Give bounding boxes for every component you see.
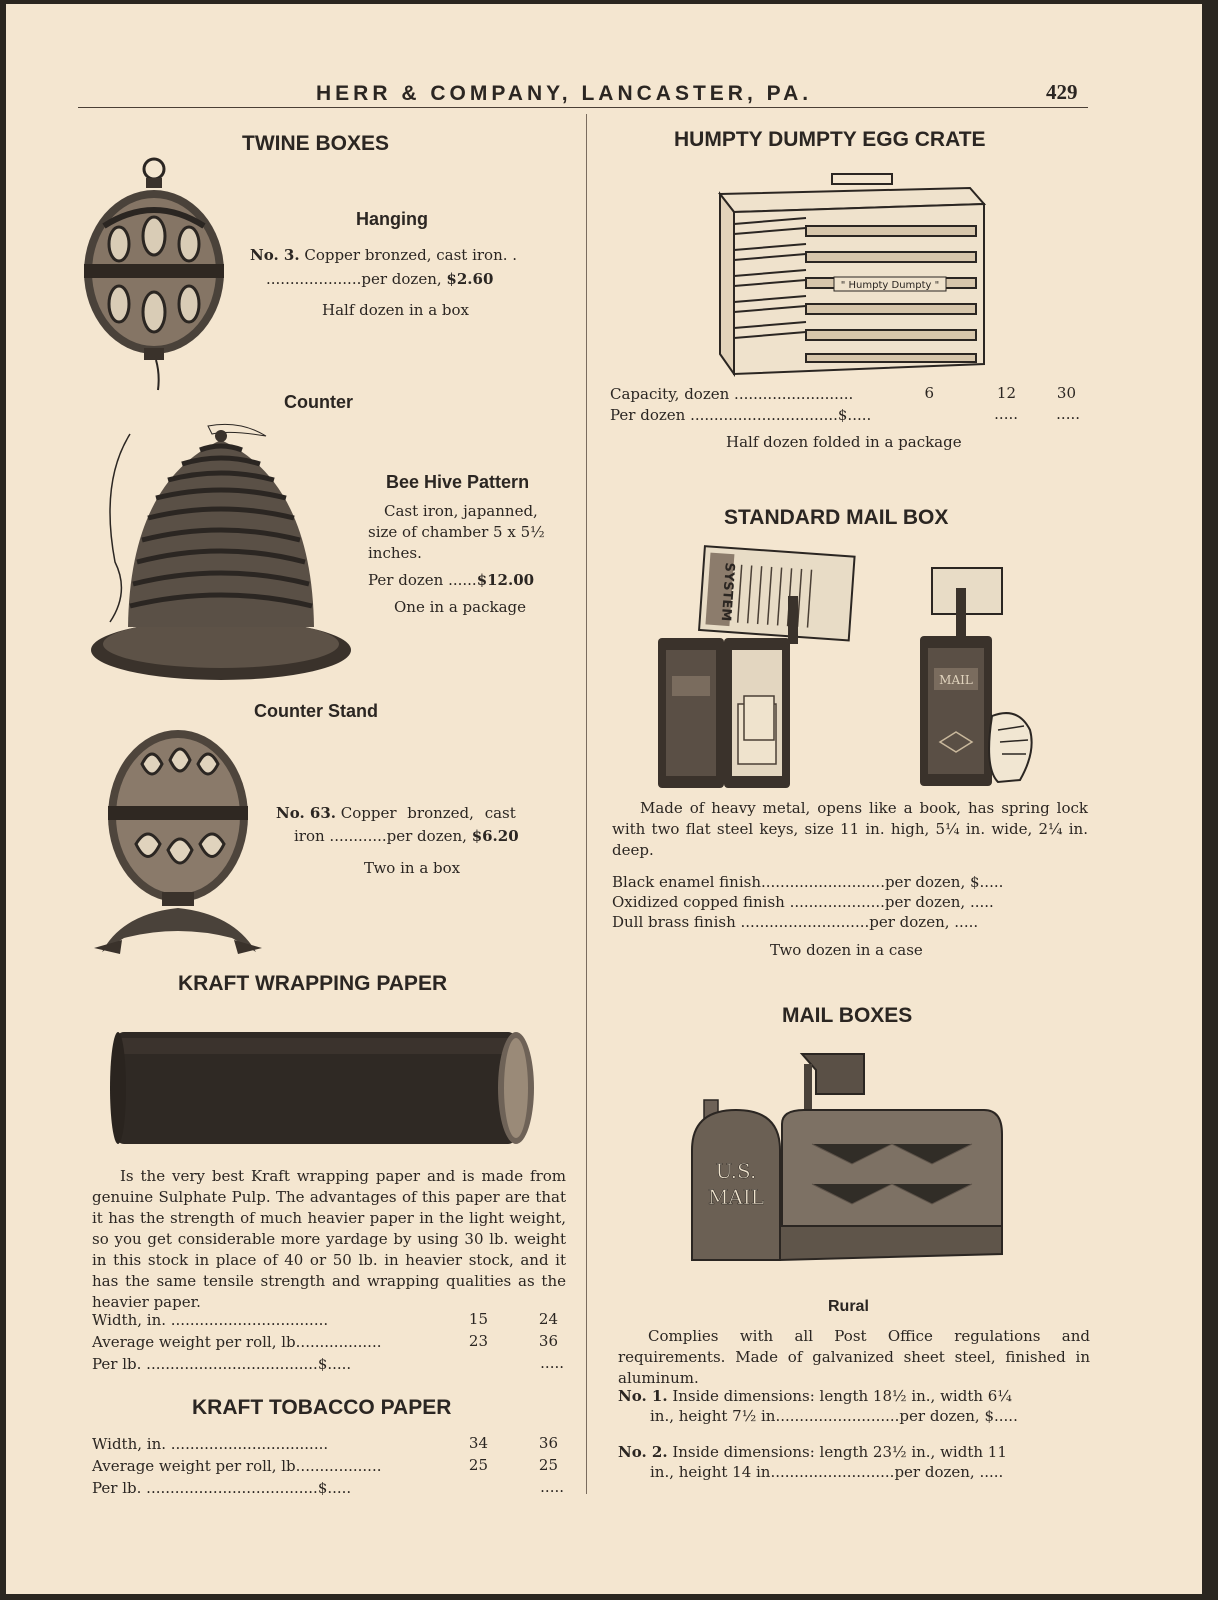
- egg-per-dozen-v3: .....: [1056, 405, 1080, 423]
- hanging-twine-box-illustration: [84, 154, 234, 394]
- bee-hive-price: $12.00: [476, 571, 535, 589]
- stand-description: Copper bronzed, cast: [340, 804, 516, 822]
- mail-box-label: MAIL: [939, 673, 973, 687]
- stand-line-1: [276, 803, 516, 824]
- kraft-row-weight-label: Average weight per roll, lb..................: [92, 1333, 382, 1351]
- mailbox-mail-text: MAIL: [707, 1185, 765, 1209]
- mail-box-no2-dimensions: Inside dimensions: length 23½ in., width 11: [672, 1443, 1007, 1461]
- egg-capacity-label: Capacity, dozen .........................: [610, 385, 854, 403]
- egg-per-dozen-v2: .....: [994, 405, 1018, 423]
- stand-line-2: [294, 826, 519, 847]
- stand-price: $6.20: [471, 827, 519, 845]
- finish-black-enamel: Black enamel finish..........................per dozen, $.....: [612, 873, 1004, 891]
- kraft-wrapping-title: KRAFT WRAPPING PAPER: [178, 972, 448, 995]
- hanging-price-label: ....................per dozen,: [266, 270, 442, 288]
- standard-mail-packaging: Two dozen in a case: [770, 941, 923, 959]
- finish-oxidized-copped: Oxidized copped finish ....................per dozen, .....: [612, 893, 994, 911]
- kraft-paper-roll-illustration: [110, 1028, 542, 1148]
- tobacco-row-price-v2: .....: [540, 1478, 564, 1496]
- hanging-price: $2.60: [446, 270, 494, 288]
- twine-boxes-title: TWINE BOXES: [242, 132, 390, 155]
- standard-mail-description: Made of heavy metal, opens like a book, has spring lock with two flat steel keys, size 11 in. high, 5¼ in. wide, 2¼ in. deep.: [612, 799, 1088, 859]
- stand-price-label: iron ............per dozen,: [294, 827, 467, 845]
- mail-boxes-description: Complies with all Post Office regulations and requirements. Made of galvanized sheet steel, finished in aluminum.: [618, 1327, 1090, 1387]
- hanging-line-2: [266, 269, 493, 290]
- kraft-description: Is the very best Kraft wrapping paper and is made from genuine Sulphate Pulp. The advantages of this paper are that it has the strength of much heavier paper in the light weight, so you get considerable more yardage by using 30 lb. weight in this stock in place of 40 or 50 lb. in heavier stock, and it has the same tensile strength and wrapping qualities as the heavier paper.: [92, 1167, 566, 1311]
- column-divider: [586, 114, 587, 1494]
- kraft-tobacco-title: KRAFT TOBACCO PAPER: [192, 1396, 452, 1419]
- hanging-line-1: [250, 245, 517, 266]
- tobacco-row-width-v2: 36: [538, 1434, 558, 1452]
- bee-hive-desc-2: size of chamber 5 x 5½: [368, 523, 545, 541]
- bee-hive-packaging: One in a package: [394, 598, 526, 616]
- mail-box-no2-number: No. 2.: [618, 1443, 668, 1461]
- standard-mail-box-illustration: [658, 546, 1078, 802]
- counter-stand-illustration: [92, 724, 264, 960]
- tobacco-row-weight-v1: 25: [468, 1456, 488, 1474]
- system-card-text: SYSTEM: [717, 561, 737, 622]
- tobacco-row-width-label: Width, in. .................................: [92, 1435, 329, 1453]
- hanging-packaging: Half dozen in a box: [322, 301, 470, 319]
- mail-boxes-title: MAIL BOXES: [782, 1004, 913, 1027]
- kraft-row-width-label: Width, in. .................................: [92, 1311, 329, 1329]
- bee-hive-price-label: Per dozen ......: [368, 571, 477, 589]
- mailbox-us-text: U.S.: [715, 1159, 757, 1183]
- page-header-title: HERR & COMPANY, LANCASTER, PA.: [316, 82, 813, 105]
- page-number: 429: [1046, 80, 1078, 104]
- egg-capacity-30: 30: [1056, 384, 1076, 402]
- egg-packaging: Half dozen folded in a package: [726, 433, 962, 451]
- kraft-row-price-v2: .....: [540, 1354, 564, 1372]
- bee-hive-desc-1: Cast iron, japanned,: [384, 502, 538, 520]
- bee-hive-price-line: [368, 570, 534, 591]
- standard-mail-box-title: STANDARD MAIL BOX: [724, 506, 949, 529]
- mail-box-no2-line1: [618, 1442, 1007, 1463]
- counter-title: Counter: [284, 392, 353, 412]
- kraft-row-weight-v1: 23: [468, 1332, 488, 1350]
- bee-hive-twine-box-illustration: [90, 422, 352, 684]
- header-rule: [78, 107, 1088, 108]
- hanging-title: Hanging: [356, 209, 428, 229]
- tobacco-row-price-label: Per lb. ....................................$.....: [92, 1479, 352, 1497]
- mail-box-no1-number: No. 1.: [618, 1387, 668, 1405]
- egg-crate-label: " Humpty Dumpty ": [840, 280, 940, 291]
- mail-box-no1-line1: [618, 1386, 1012, 1407]
- stand-item-number: No. 63.: [276, 804, 336, 822]
- hanging-item-number: No. 3.: [250, 246, 300, 264]
- kraft-row-price-label: Per lb. ....................................$.....: [92, 1355, 352, 1373]
- mail-box-no2-line2: in., height 14 in..........................per dozen, .....: [650, 1463, 1004, 1481]
- kraft-row-width-v2: 24: [538, 1310, 558, 1328]
- egg-crate-illustration: [714, 164, 988, 376]
- hanging-description: Copper bronzed, cast iron. .: [304, 246, 518, 264]
- catalog-page: [6, 4, 1202, 1594]
- egg-capacity-6: 6: [924, 384, 934, 402]
- mail-box-no1-line2: in., height 7½ in..........................per dozen, $.....: [650, 1407, 1018, 1425]
- rural-mail-box-illustration: [692, 1054, 1016, 1280]
- counter-stand-title: Counter Stand: [254, 701, 378, 721]
- mail-box-no1-dimensions: Inside dimensions: length 18½ in., width 6¼: [672, 1387, 1012, 1405]
- egg-per-dozen-label: Per dozen ...............................$.....: [610, 406, 872, 424]
- bee-hive-subtitle: Bee Hive Pattern: [386, 472, 530, 492]
- kraft-row-weight-v2: 36: [538, 1332, 558, 1350]
- finish-dull-brass: Dull brass finish ...........................per dozen, .....: [612, 913, 979, 931]
- tobacco-row-weight-v2: 25: [538, 1456, 558, 1474]
- rural-caption: Rural: [828, 1298, 869, 1315]
- bee-hive-desc-3: inches.: [368, 544, 422, 562]
- tobacco-row-weight-label: Average weight per roll, lb..................: [92, 1457, 382, 1475]
- tobacco-row-width-v1: 34: [468, 1434, 488, 1452]
- egg-capacity-12: 12: [996, 384, 1016, 402]
- stand-packaging: Two in a box: [364, 859, 461, 877]
- egg-crate-title: HUMPTY DUMPTY EGG CRATE: [674, 128, 986, 151]
- kraft-row-width-v1: 15: [468, 1310, 488, 1328]
